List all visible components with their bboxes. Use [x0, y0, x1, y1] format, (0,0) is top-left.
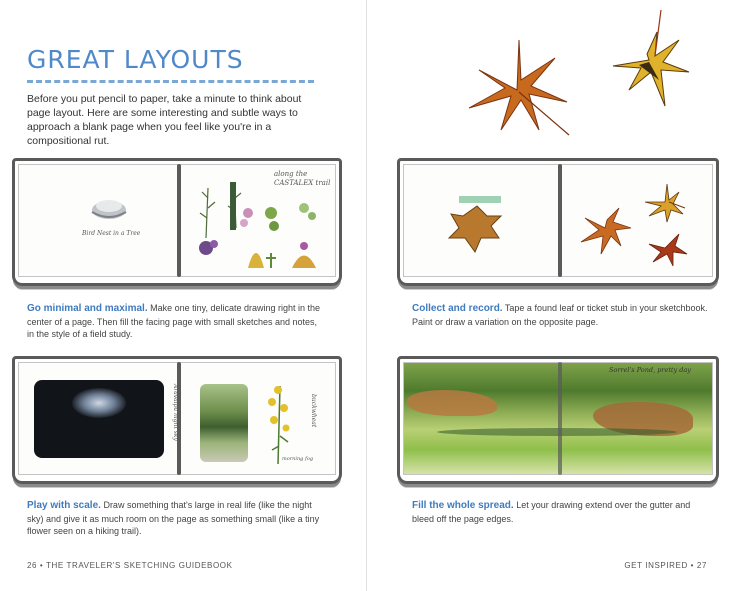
- caption-fill-spread: [412, 499, 712, 525]
- sketchbook-scale: [12, 356, 342, 484]
- pond-note: Sorrel's Pond, pretty day: [609, 366, 691, 374]
- night-sky-note: Aravaipa night sky: [172, 384, 179, 441]
- mountain-painting: [200, 384, 248, 462]
- caption-text: Draw something that's large in real life (like the night sky) and give it as much room on the page as something small (like a tiny flower seen on a hiking trail).: [27, 500, 320, 536]
- water-reflection: [437, 428, 677, 436]
- sketchbook-whole-spread: [397, 356, 719, 484]
- caption-text: Tape a found leaf or ticket stub in your sketchbook. Paint or draw a variation on the opposite page.: [412, 303, 708, 327]
- tiny-nest-drawing: [84, 196, 134, 228]
- left-folio: 26 • THE TRAVELER'S SKETCHING GUIDEBOOK: [27, 561, 233, 570]
- caption-text: Let your drawing extend over the gutter and bleed off the page edges.: [412, 500, 691, 524]
- caption-lead: Fill the whole spread.: [412, 500, 514, 511]
- painted-leaves: [575, 172, 705, 272]
- right-page: [367, 0, 734, 591]
- field-notes-text: along the CASTALEX trail: [274, 170, 331, 187]
- right-folio: GET INSPIRED • 27: [624, 561, 707, 570]
- taped-leaf: [447, 198, 507, 258]
- caption-play-scale: [27, 499, 323, 538]
- intro-paragraph: Before you put pencil to paper, take a minute to think about page layout. Here are some interesting and subtle ways to approach a blank page when you feel like you're in a compositional rut.: [27, 93, 302, 147]
- tiny-drawing-label: Bird Nest in a Tree: [82, 230, 141, 237]
- flower-note: buckwheat: [310, 394, 317, 428]
- caption-lead: Collect and record.: [412, 303, 503, 314]
- caption-lead: Play with scale.: [27, 500, 101, 511]
- page-title: GREAT LAYOUTS: [27, 45, 244, 74]
- sketchbook-minimal-maximal: [12, 158, 342, 286]
- book-spine: [177, 164, 181, 277]
- pressed-leaf-small: [599, 10, 699, 110]
- night-sky-painting: [34, 380, 164, 458]
- book-spine: [558, 362, 562, 475]
- flower-painting: [258, 376, 298, 466]
- book-spine: [558, 164, 562, 277]
- caption-text: Make one tiny, delicate drawing right in the center of a page. Then fill the facing page with small sketches and notes, in the style of a field study.: [27, 303, 321, 339]
- title-divider: [27, 80, 314, 83]
- caption-lead: Go minimal and maximal.: [27, 303, 148, 314]
- caption-minimal-maximal: [27, 302, 323, 341]
- mountain-note: morning fog: [282, 456, 314, 462]
- caption-collect-record: [412, 302, 712, 328]
- sketchbook-collect: [397, 158, 719, 286]
- pressed-leaf-large: [459, 30, 579, 140]
